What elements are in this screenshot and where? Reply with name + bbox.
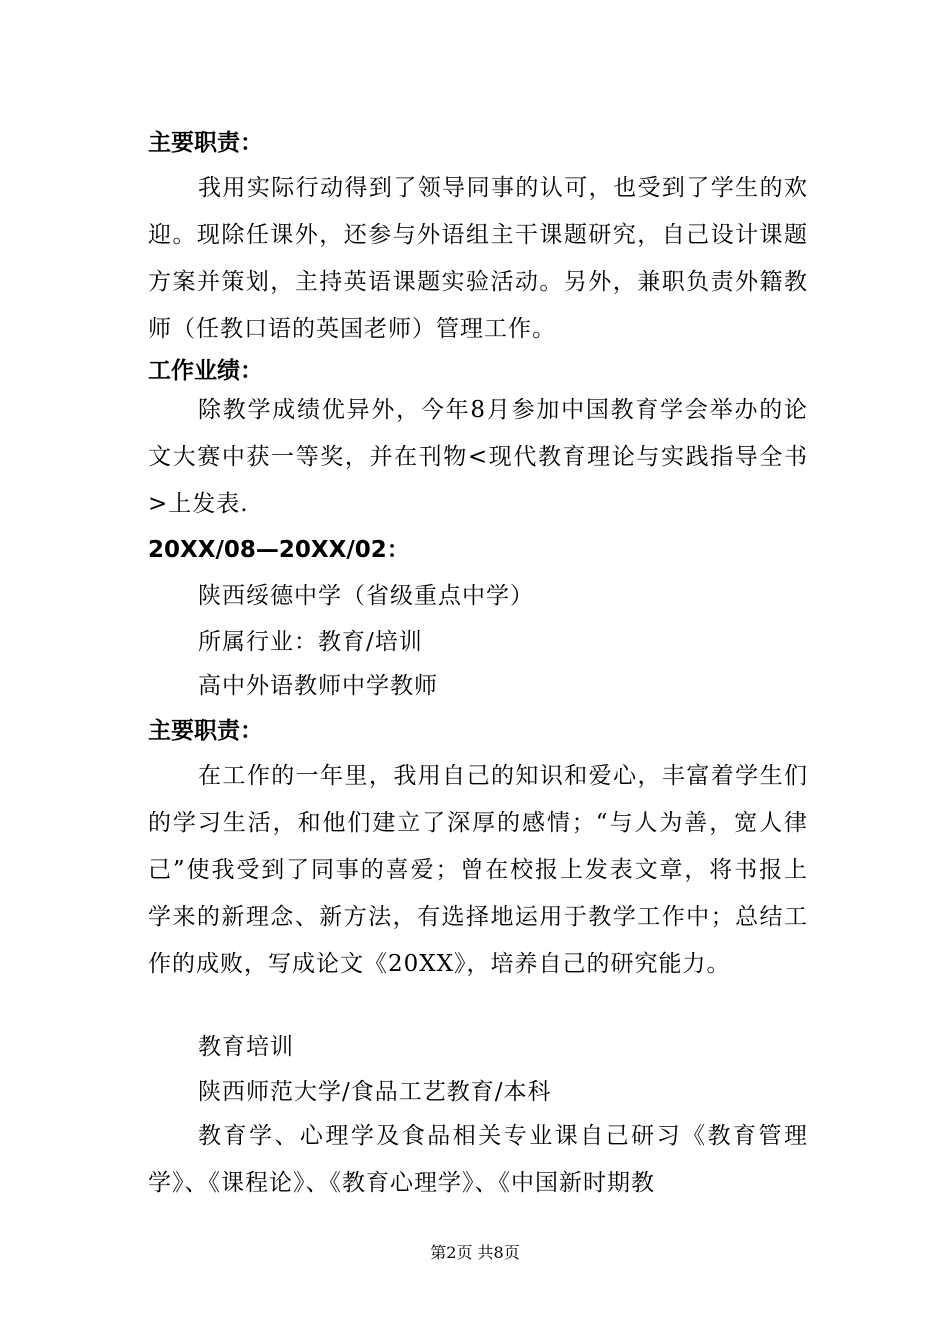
paragraph-duties: 我用实际行动得到了领导同事的认可，也受到了学生的欢迎。现除任课外，还参与外语组主干课题研究，自己设计课题方案并策划，主持英语课题实验活动。另外，兼职负责外籍教师（任教口语的英国老师）管理工作。 bbox=[148, 175, 808, 342]
page-footer: 第2页 共8页 bbox=[430, 1243, 520, 1262]
section-heading-period: 20XX/08—20XX/02： bbox=[148, 537, 410, 563]
section-heading-achievements: 工作业绩： bbox=[148, 358, 263, 384]
education-heading-line: 教育培训 bbox=[198, 1034, 294, 1060]
section-heading-duties: 主要职责： bbox=[148, 130, 263, 156]
university-line: 陕西师范大学/食品工艺教育/本科 bbox=[198, 1079, 552, 1105]
section-heading-duties-2: 主要职责： bbox=[148, 718, 263, 744]
position-line: 高中外语教师中学教师 bbox=[198, 673, 438, 699]
paragraph-coursework: 教育学、心理学及食品相关专业课自己研习《教育管理学》、《课程论》、《教育心理学》、《中国新时期教 bbox=[148, 1123, 808, 1196]
employer-line: 陕西绥德中学（省级重点中学） bbox=[198, 583, 534, 609]
industry-line: 所属行业：教育/培训 bbox=[198, 629, 423, 655]
paragraph-duties-2: 在工作的一年里，我用自己的知识和爱心，丰富着学生们的学习生活，和他们建立了深厚的感情；“与人为善，宽人律己”使我受到了同事的喜爱；曾在校报上发表文章，将书报上学来的新理念、新方法，有选择地运用于教学工作中；总结工作的成败，写成论文《20XX》，培养自己的研究能力。 bbox=[148, 763, 808, 977]
paragraph-achievements: 除教学成绩优异外，今年8月参加中国教育学会举办的论文大赛中获一等奖，并在刊物<现代教育理论与实践指导全书>上发表. bbox=[148, 397, 808, 517]
